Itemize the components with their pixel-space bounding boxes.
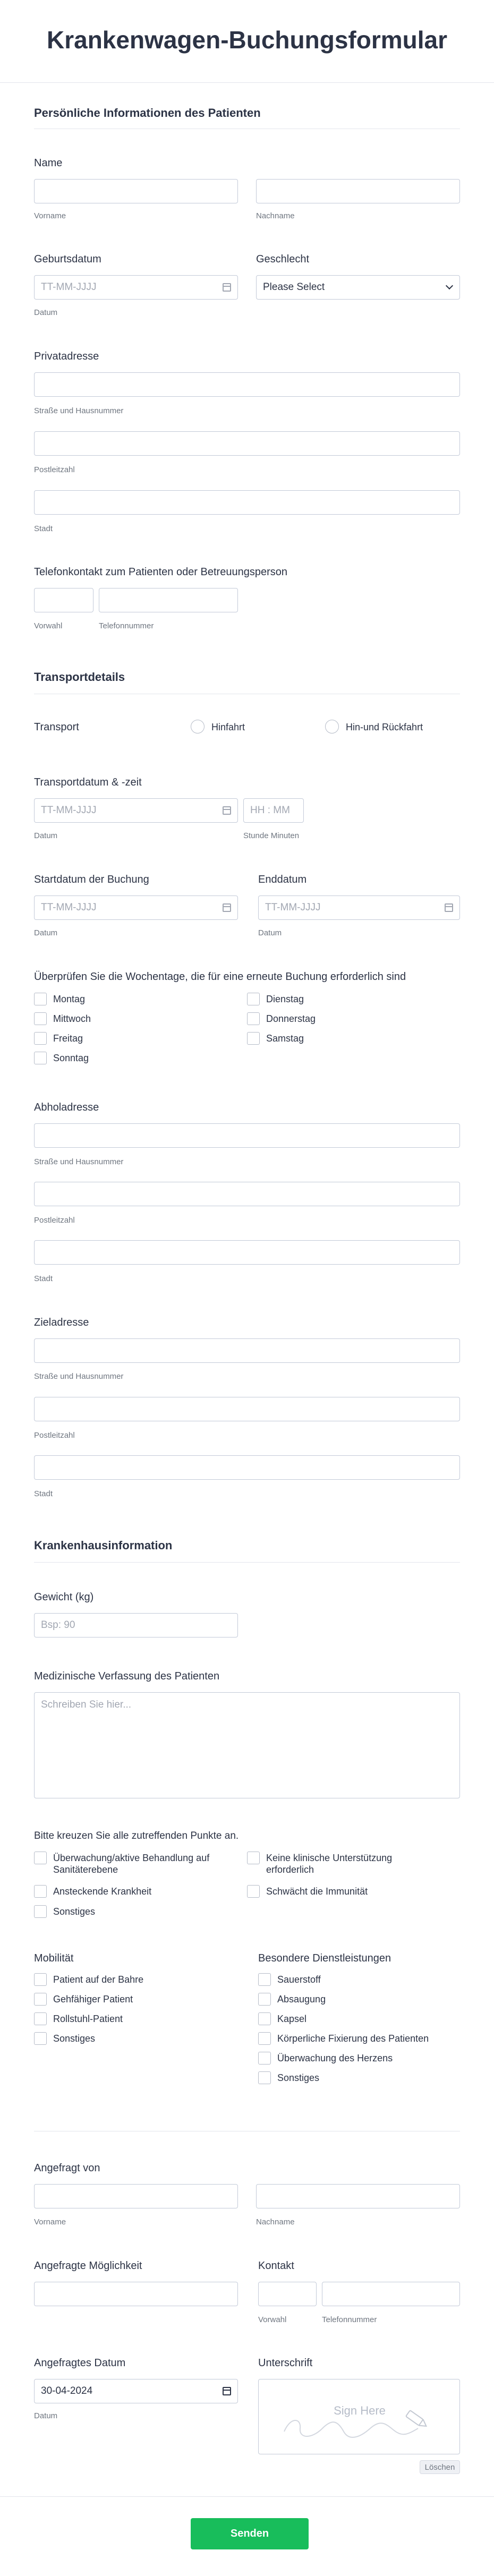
checkbox-wednesday[interactable] [34, 1012, 47, 1025]
gender-select[interactable] [256, 275, 460, 300]
area-code-sublabel: Vorwahl [258, 2315, 287, 2324]
zip-input[interactable] [34, 431, 460, 456]
calendar-icon[interactable] [223, 2387, 231, 2395]
gender-selected-value: Please Select [263, 282, 325, 293]
pickup-address-label: Abholadresse [34, 1102, 99, 1113]
radio-round-trip[interactable] [325, 720, 339, 733]
end-date-placeholder: TT-MM-JJJJ [265, 902, 321, 913]
check-option-label: Keine klinische Unterstützung erforderlich [266, 1853, 393, 1875]
requested-date-value: 30-04-2024 [41, 2385, 93, 2396]
street-input[interactable] [34, 372, 460, 397]
weekday-label: Donnerstag [266, 1013, 316, 1024]
weekday-label: Montag [53, 994, 86, 1004]
street-sublabel: Straße und Hausnummer [34, 406, 124, 415]
end-date-label: Enddatum [258, 874, 307, 885]
service-option-label: Sonstiges [277, 2072, 320, 2083]
requested-facility-label: Angefragte Möglichkeit [34, 2260, 142, 2272]
area-code-input[interactable] [34, 588, 93, 612]
submit-button[interactable]: Senden [191, 2518, 309, 2549]
end-date-input[interactable] [258, 895, 460, 920]
zip-sublabel: Postleitzahl [34, 1216, 75, 1225]
check-option-label: Überwachung/aktive Behandlung auf Sanitäterebene [53, 1853, 210, 1875]
checkbox-tuesday[interactable] [247, 993, 260, 1005]
section-divider [34, 1562, 460, 1563]
weekday-label: Dienstag [266, 994, 304, 1004]
weekday-label: Sonntag [53, 1053, 89, 1063]
weekday-label: Mittwoch [53, 1013, 91, 1024]
title-divider [0, 82, 494, 83]
weight-input[interactable] [34, 1613, 238, 1637]
checkbox-restraint[interactable] [258, 2032, 271, 2045]
check-all-label: Bitte kreuzen Sie alle zutreffenden Punkte an. [34, 1830, 239, 1841]
checkbox-services-other[interactable] [258, 2071, 271, 2084]
dest-city-input[interactable] [34, 1455, 460, 1480]
checkbox-monday[interactable] [34, 993, 47, 1005]
city-sublabel: Stadt [34, 1489, 53, 1498]
dest-street-input[interactable] [34, 1338, 460, 1363]
transport-datetime-label: Transportdatum & -zeit [34, 777, 142, 788]
zip-sublabel: Postleitzahl [34, 1431, 75, 1440]
checkbox-heart-monitoring[interactable] [258, 2052, 271, 2065]
dob-label: Geburtsdatum [34, 253, 101, 265]
option-one-way-label: Hinfahrt [211, 722, 245, 732]
weekday-label: Samstag [266, 1033, 304, 1044]
checkbox-paramedic-monitoring[interactable] [34, 1852, 47, 1864]
weekdays-label: Überprüfen Sie die Wochentage, die für eine erneute Buchung erforderlich sind [34, 971, 406, 983]
checkbox-walking[interactable] [34, 1993, 47, 2006]
checkbox-immunocompromised[interactable] [247, 1885, 260, 1898]
requested-date-label: Angefragtes Datum [34, 2357, 126, 2369]
service-option-label: Kapsel [277, 2014, 307, 2024]
city-input[interactable] [34, 490, 460, 515]
dob-input[interactable] [34, 275, 238, 300]
first-name-input[interactable] [34, 179, 238, 203]
contact-number-input[interactable] [322, 2282, 460, 2306]
start-date-placeholder: TT-MM-JJJJ [41, 902, 97, 913]
clear-signature-button[interactable]: Löschen [420, 2460, 460, 2474]
checkbox-no-clinical-support[interactable] [247, 1852, 260, 1864]
service-option-label: Körperliche Fixierung des Patienten [277, 2033, 429, 2044]
requested-date-input[interactable] [34, 2379, 238, 2403]
transport-date-input[interactable] [34, 798, 238, 823]
last-name-sublabel: Nachname [256, 211, 295, 220]
end-date-sublabel: Datum [258, 928, 282, 937]
condition-label: Medizinische Verfassung des Patienten [34, 1670, 220, 1682]
date-placeholder: TT-MM-JJJJ [41, 805, 97, 816]
facility-input[interactable] [34, 2282, 238, 2306]
mobility-option-label: Rollstuhl-Patient [53, 2014, 123, 2024]
service-option-label: Sauerstoff [277, 1974, 321, 1985]
service-option-label: Absaugung [277, 1994, 326, 2004]
mobility-label: Mobilität [34, 1952, 74, 1964]
sign-here-text: Sign Here [334, 2404, 386, 2417]
mobility-option-label: Gehfähiger Patient [53, 1994, 133, 2004]
first-name-sublabel: Vorname [34, 211, 66, 220]
name-label: Name [34, 157, 63, 169]
start-date-label: Startdatum der Buchung [34, 874, 149, 885]
start-date-sublabel: Datum [34, 928, 58, 937]
time-sublabel: Stunde Minuten [243, 831, 300, 840]
calendar-icon[interactable] [223, 283, 231, 292]
checkbox-capsule[interactable] [258, 2012, 271, 2025]
calendar-icon[interactable] [223, 903, 231, 912]
checkbox-saturday[interactable] [247, 1032, 260, 1045]
street-sublabel: Straße und Hausnummer [34, 1372, 124, 1381]
checkbox-oxygen[interactable] [258, 1973, 271, 1986]
special-services-label: Besondere Dienstleistungen [258, 1952, 391, 1964]
date-sublabel: Datum [34, 831, 58, 840]
radio-one-way[interactable] [191, 720, 205, 733]
calendar-icon[interactable] [223, 806, 231, 815]
check-option-label: Schwächt die Immunität [266, 1886, 368, 1897]
contact-label: Kontakt [258, 2260, 294, 2272]
checkbox-friday[interactable] [34, 1032, 47, 1045]
phone-number-sublabel: Telefonnummer [99, 621, 154, 630]
street-sublabel: Straße und Hausnummer [34, 1157, 124, 1166]
calendar-icon[interactable] [445, 903, 453, 912]
weekday-label: Freitag [53, 1033, 83, 1044]
weight-label: Gewicht (kg) [34, 1591, 94, 1603]
requester-first-name-input[interactable] [34, 2184, 238, 2208]
checkbox-wheelchair[interactable] [34, 2012, 47, 2025]
city-sublabel: Stadt [34, 524, 53, 533]
checkbox-suction[interactable] [258, 1993, 271, 2006]
contact-area-code-input[interactable] [258, 2282, 317, 2306]
footer-divider [0, 2496, 494, 2497]
gender-label: Geschlecht [256, 253, 310, 265]
option-round-trip-label: Hin-und Rückfahrt [346, 722, 423, 732]
requested-by-label: Angefragt von [34, 2162, 100, 2174]
dest-zip-input[interactable] [34, 1397, 460, 1421]
transport-label: Transport [34, 721, 79, 733]
checkbox-mobility-other[interactable] [34, 2032, 47, 2045]
section-heading-transport: Transportdetails [34, 670, 125, 684]
mobility-option-label: Sonstiges [53, 2033, 96, 2044]
dob-sublabel: Datum [34, 308, 58, 317]
area-code-sublabel: Vorwahl [34, 621, 63, 630]
chevron-down-icon [446, 282, 453, 289]
requester-last-name-input[interactable] [256, 2184, 460, 2208]
date-sublabel: Datum [34, 2411, 58, 2420]
form-title: Krankenwagen-Buchungsformular [47, 26, 447, 54]
condition-placeholder: Schreiben Sie hier... [41, 1699, 132, 1710]
mobility-option-label: Patient auf der Bahre [53, 1974, 144, 1985]
phone-number-input[interactable] [99, 588, 238, 612]
destination-address-label: Zieladresse [34, 1317, 89, 1328]
home-address-label: Privatadresse [34, 351, 99, 362]
zip-sublabel: Postleitzahl [34, 465, 75, 474]
checkbox-sunday[interactable] [34, 1052, 47, 1064]
city-sublabel: Stadt [34, 1274, 53, 1283]
last-name-input[interactable] [256, 179, 460, 203]
transport-time-input[interactable] [243, 798, 304, 823]
checkbox-stretcher[interactable] [34, 1973, 47, 1986]
checkbox-infectious[interactable] [34, 1885, 47, 1898]
service-option-label: Überwachung des Herzens [277, 2053, 393, 2063]
section-heading-hospital: Krankenhausinformation [34, 1539, 173, 1552]
pickup-zip-input[interactable] [34, 1182, 460, 1206]
start-date-input[interactable] [34, 895, 238, 920]
last-name-sublabel: Nachname [256, 2217, 295, 2227]
section-heading-patient: Persönliche Informationen des Patienten [34, 106, 261, 120]
signature-pad[interactable] [258, 2379, 460, 2454]
weight-placeholder: Bsp: 90 [41, 1619, 75, 1631]
phone-label: Telefonkontakt zum Patienten oder Betreuungsperson [34, 566, 287, 578]
checkbox-thursday[interactable] [247, 1012, 260, 1025]
condition-textarea[interactable] [34, 1692, 460, 1798]
time-placeholder: HH : MM [250, 805, 290, 816]
pickup-street-input[interactable] [34, 1123, 460, 1148]
first-name-sublabel: Vorname [34, 2217, 66, 2227]
pickup-city-input[interactable] [34, 1240, 460, 1265]
checkbox-other[interactable] [34, 1905, 47, 1918]
check-option-label: Ansteckende Krankheit [53, 1886, 152, 1897]
signature-label: Unterschrift [258, 2357, 313, 2369]
dob-placeholder: TT-MM-JJJJ [41, 282, 97, 293]
phone-number-sublabel: Telefonnummer [322, 2315, 377, 2324]
check-option-label: Sonstiges [53, 1906, 96, 1917]
